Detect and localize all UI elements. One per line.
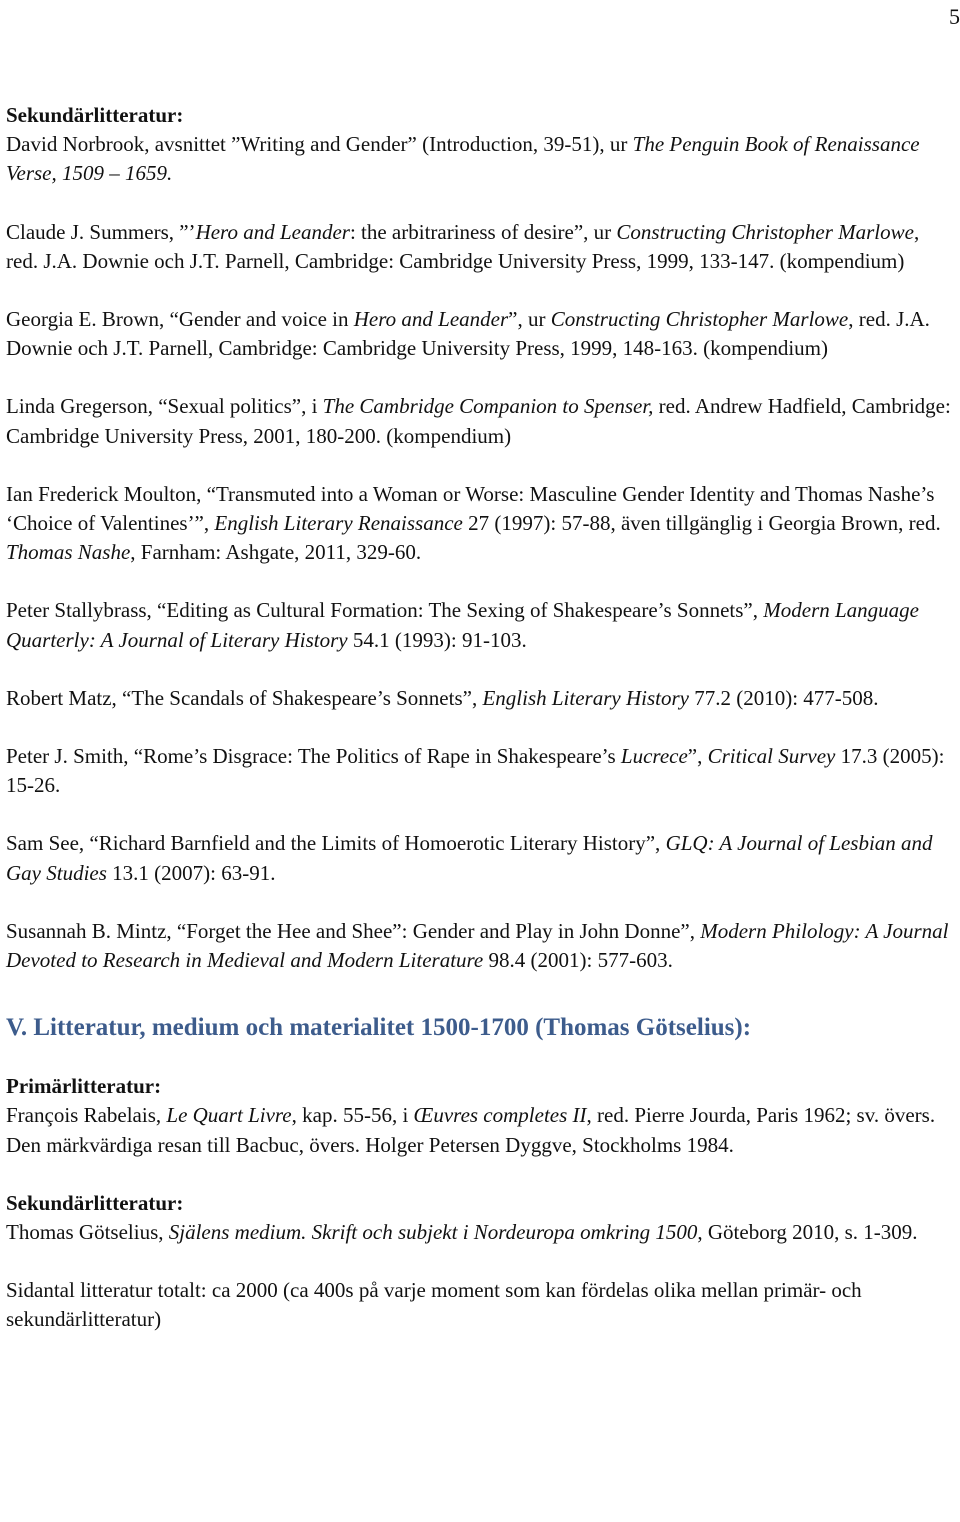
primary-literature-heading: Primärlitteratur: [6,1074,162,1099]
bibliography-entry: Ian Frederick Moulton, “Transmuted into a Woman or Worse: Masculine Gender Identity and Thomas Nashe’s ‘Choice of Valentines’”, English Literary Renaissance 27 (1997): 57-88, även tillgänglig i Georgia Brown, red. Thomas Nashe, Farnham: Ashgate, 2011, 329-60. [6,481,941,565]
bibliography-entry: Sam See, “Richard Barnfield and the Limits of Homoerotic Literary History”, GLQ: A Journal of Lesbian and Gay Studies 13.1 (2007): 63-91. [6,831,933,885]
page-number: 5 [949,4,960,29]
bibliography-entry: Peter J. Smith, “Rome’s Disgrace: The Politics of Rape in Shakespeare’s Lucrece”, Critical Survey 17.3 (2005): 15-26. [6,744,945,798]
total-page-count: Sidantal litteratur totalt: ca 2000 (ca 400s på varje moment som kan fördelas olika mellan primär- och sekundärlitteratur) [6,1278,862,1332]
bibliography-entry: Linda Gregerson, “Sexual politics”, i The Cambridge Companion to Spenser, red. Andrew Hadfield, Cambridge: Cambridge University Press, 2001, 180-200. (kompendium) [6,394,951,448]
bibliography-entry: Thomas Götselius, Själens medium. Skrift och subjekt i Nordeuropa omkring 1500, Göteborg 2010, s. 1-309. [6,1220,918,1245]
bibliography-entry: François Rabelais, Le Quart Livre, kap. 55-56, i Œuvres completes II, red. Pierre Jourda, Paris 1962; sv. övers. Den märkvärdiga resan till Bacbuc, övers. Holger Petersen Dyggve, Stockholms 1984. [6,1103,936,1157]
bibliography-entry: Georgia E. Brown, “Gender and voice in Hero and Leander”, ur Constructing Christopher Marlowe, red. J.A. Downie och J.T. Parnell, Cambridge: Cambridge University Press, 1999, 148-163. (kompendium) [6,307,930,361]
secondary-literature-heading: Sekundärlitteratur: [6,103,184,127]
bibliography-entry: Claude J. Summers, ”’Hero and Leander: the arbitrariness of desire”, ur Constructing Christopher Marlowe, red. J.A. Downie och J.T. Parnell, Cambridge: Cambridge University Press, 1999, 133-147. (kompendium) [6,219,920,273]
bibliography-entry: Susannah B. Mintz, “Forget the Hee and Shee”: Gender and Play in John Donne”, Modern Philology: A Journal Devoted to Research in Medieval and Modern Literature 98.4 (2001): 577-603. [6,918,949,973]
document-body [6,101,956,1335]
bibliography-entry: Peter Stallybrass, “Editing as Cultural Formation: The Sexing of Shakespeare’s Sonnets”, Modern Language Quarterly: A Journal of Literary History 54.1 (1993): 91-103. [6,598,919,652]
secondary-literature-heading: Sekundärlitteratur: [6,1190,184,1215]
bibliography-entry: Robert Matz, “The Scandals of Shakespeare’s Sonnets”, English Literary History 77.2 (2010): 477-508. [6,685,879,710]
section-title: V. Litteratur, medium och materialitet 1500-1700 (Thomas Götselius): [6,1014,752,1042]
bibliography-entry: David Norbrook, avsnittet ”Writing and Gender” (Introduction, 39-51), ur The Penguin Book of Renaissance Verse, 1509 – 1659. [6,132,920,186]
